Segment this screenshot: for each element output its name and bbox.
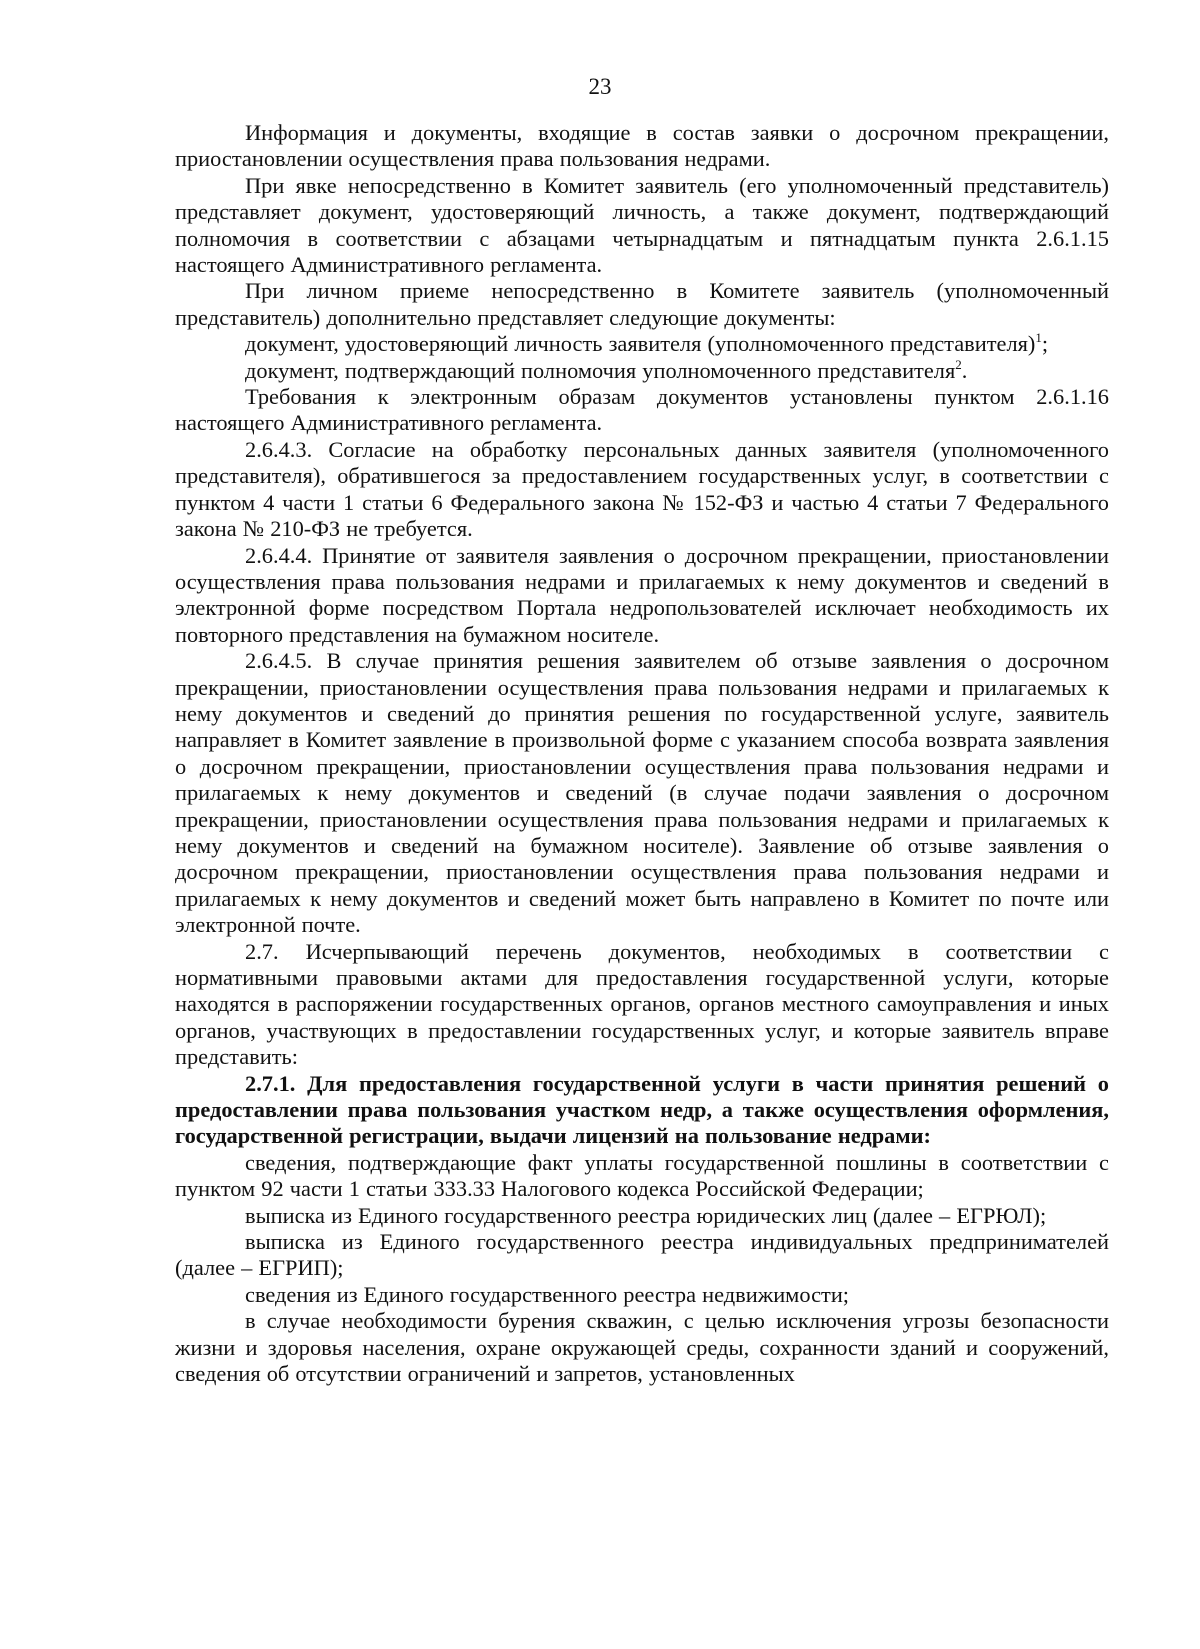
paragraph: Требования к электронным образам документов установлены пунктом 2.6.1.16 настоящего Административного регламента. — [175, 384, 1109, 436]
footnote-mark: 1 — [1035, 330, 1042, 346]
punctuation: ; — [1041, 331, 1049, 357]
paragraph-with-footnote — [175, 358, 1109, 384]
section-heading: 2.7.1. Для предоставления государственной услуги в части принятия решений о предоставлении права пользования участком недр, а также осуществления оформления, государственной регистрации, выдачи лицензий на пользование недрами: — [175, 1070, 1109, 1149]
page-number: 23 — [588, 74, 612, 99]
paragraph: Информация и документы, входящие в состав заявки о досрочном прекращении, приостановлении осуществления права пользования недрами. — [175, 120, 1109, 172]
paragraph: При личном приеме непосредственно в Комитете заявитель (уполномоченный представитель) дополнительно представляет следующие документы: — [175, 278, 1109, 330]
paragraph: в случае необходимости бурения скважин, с целью исключения угрозы безопасности жизни и здоровья населения, охране окружающей среды, сохранности зданий и сооружений, сведения об отсутствии ограничений и запретов, установленных — [175, 1308, 1109, 1387]
paragraph: 2.6.4.4. Принятие от заявителя заявления о досрочном прекращении, приостановлении осуществления права пользования недрами и прилагаемых к нему документов и сведений в электронной форме посредством Портала недропользователей исключает необходимость их повторного представления на бумажном носителе. — [175, 542, 1109, 647]
paragraph: 2.7. Исчерпывающий перечень документов, необходимых в соответствии с нормативными правовыми актами для предоставления государственной услуги, которые находятся в распоряжении государственных органов, органов местного самоуправления и иных органов, участвующих в предоставлении государственных услуг, и которые заявитель вправе представить: — [175, 938, 1109, 1070]
paragraph-text: документ, подтверждающий полномочия уполномоченного представителя — [245, 357, 956, 383]
paragraph: При явке непосредственно в Комитет заявитель (его уполномоченный представитель) представляет документ, удостоверяющий личность, а также документ, подтверждающий полномочия в соответствии с абзацами четырнадцатым и пятнадцатым пункта 2.6.1.15 настоящего Административного регламента. — [175, 172, 1109, 278]
paragraph-with-footnote — [175, 331, 1109, 357]
paragraph: 2.6.4.5. В случае принятия решения заявителем об отзыве заявления о досрочном прекращении, приостановлении осуществления права пользования недрами и прилагаемых к нему документов и сведений до принятия решения по государственной услуге, заявитель направляет в Комитет заявление в произвольной форме с указанием способа возврата заявления о досрочном прекращении, приостановлении осуществления права пользования недрами и прилагаемых к нему документов и сведений (в случае подачи заявления о досрочном прекращении, приостановлении осуществления права пользования недрами и прилагаемых к нему документов и сведений на бумажном носителе). Заявление об отзыве заявления о досрочном прекращении, приостановлении осуществления права пользования недрами и прилагаемых к нему документов и сведений может быть направлено в Комитет по почте или электронной почте. — [175, 648, 1109, 938]
paragraph: выписка из Единого государственного реестра индивидуальных предпринимателей (далее – ЕГРИП); — [175, 1229, 1109, 1281]
paragraph: сведения из Единого государственного реестра недвижимости; — [245, 1281, 850, 1307]
body-text — [175, 120, 1109, 1388]
footnote-mark: 2 — [955, 356, 962, 372]
paragraph: 2.6.4.3. Согласие на обработку персональных данных заявителя (уполномоченного представителя), обратившегося за предоставлением государственных услуг, в соответствии с пунктом 4 части 1 статьи 6 Федерального закона № 152-ФЗ и частью 4 статьи 7 Федерального закона № 210-ФЗ не требуется. — [175, 436, 1109, 542]
paragraph: выписка из Единого государственного реестра юридических лиц (далее – ЕГРЮЛ); — [245, 1202, 1047, 1228]
punctuation: . — [961, 357, 968, 383]
paragraph: сведения, подтверждающие факт уплаты государственной пошлины в соответствии с пунктом 92 части 1 статьи 333.33 Налогового кодекса Российской Федерации; — [175, 1149, 1109, 1202]
paragraph-text: документ, удостоверяющий личность заявителя (уполномоченного представителя) — [245, 331, 1036, 357]
